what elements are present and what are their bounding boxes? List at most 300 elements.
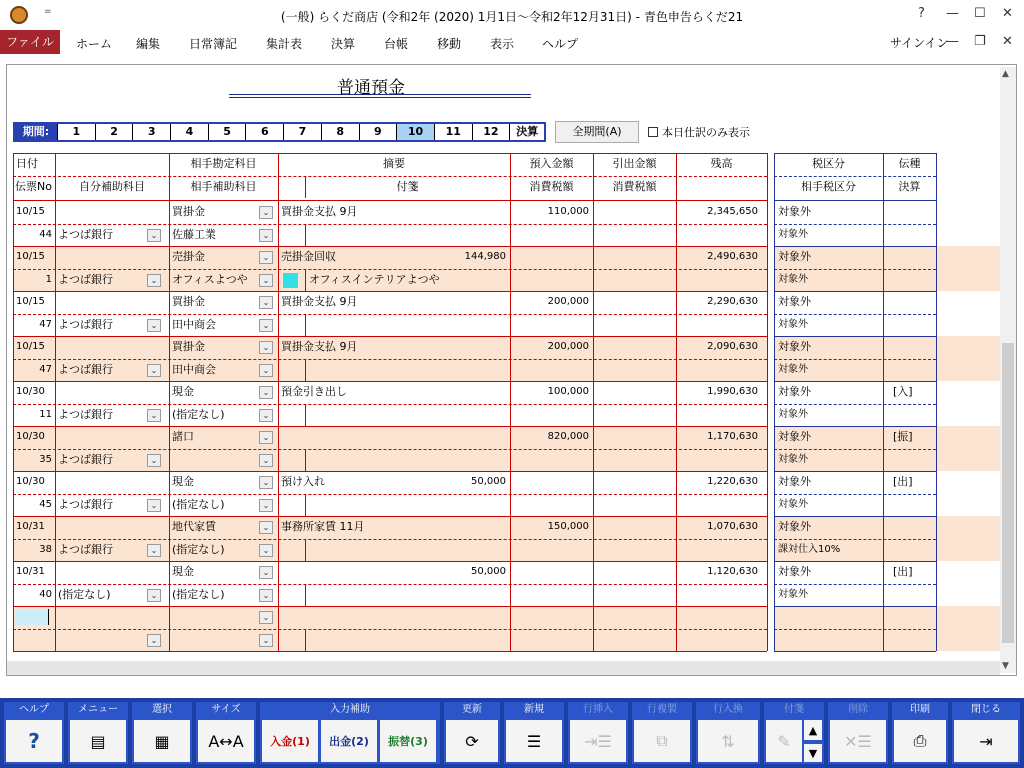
entry-withdraw (513, 471, 589, 494)
chevron-down-icon[interactable]: ⌄ (259, 634, 273, 647)
entry-counter-sub[interactable]: (指定なし) (172, 587, 225, 601)
swap-row-icon[interactable]: ⇅ (698, 720, 758, 762)
grid-line (13, 246, 767, 247)
entry-tax-class[interactable]: 対象外 (778, 295, 811, 308)
duplicate-row-button-label: 行複製 (647, 704, 677, 715)
period-6[interactable]: 6 (245, 124, 283, 140)
menu-button-label: メニュー (78, 704, 118, 715)
entry-memo[interactable]: 売掛金回収 (281, 250, 336, 263)
grid-line (774, 381, 936, 382)
grid-line (305, 584, 306, 607)
entry-counter-tax[interactable]: 対象外 (778, 363, 808, 375)
grid-line (676, 153, 677, 651)
grid-line (13, 291, 767, 292)
chevron-down-icon[interactable]: ⌄ (259, 611, 273, 624)
menu-daily-bookkeeping[interactable]: 日常簿記 (189, 37, 238, 51)
grid-line (774, 153, 936, 154)
grid-line (13, 539, 767, 540)
quick-access-menu-icon[interactable]: = (44, 7, 52, 17)
period-3[interactable]: 3 (132, 124, 170, 140)
chevron-down-icon[interactable]: ⌄ (259, 409, 273, 422)
period-決算[interactable]: 決算 (509, 124, 544, 140)
signin-link[interactable]: サインイン (890, 36, 949, 50)
grid-line (774, 494, 936, 495)
grid-line (13, 314, 767, 315)
grid-line (305, 224, 306, 247)
doc-restore-button[interactable]: ❐ (974, 34, 986, 49)
chevron-down-icon[interactable]: ⌄ (147, 454, 161, 467)
entry-counter-account[interactable]: 諸口 (172, 430, 194, 443)
grid-line (774, 651, 936, 652)
today-only-checkbox[interactable] (648, 127, 658, 137)
entry-slip-type (893, 291, 933, 314)
entry-withdraw: 150,000 (547, 521, 589, 532)
new-entry-icon[interactable]: ☰ (506, 720, 562, 762)
horizontal-scrollbar[interactable] (7, 661, 1000, 675)
entry-self-sub[interactable]: よつば銀行 (58, 407, 113, 421)
all-period-button[interactable]: 全期間(A) (555, 121, 639, 143)
entry-slip-no: 40 (39, 588, 52, 600)
entry-balance: 1,220,630 (707, 476, 758, 487)
entry-counter-account[interactable]: 買掛金 (172, 205, 205, 218)
chevron-down-icon[interactable]: ⌄ (259, 521, 273, 534)
entry-slip-no: 35 (39, 453, 52, 465)
entry-slip-type (893, 606, 933, 629)
scroll-up-icon[interactable]: ▲ (1002, 69, 1009, 79)
entry-date: 10/31 (16, 521, 45, 532)
menu-summary[interactable]: 集計表 (266, 37, 303, 51)
chevron-down-icon[interactable]: ⌄ (259, 364, 273, 377)
entry-date: 10/30 (16, 431, 45, 442)
entry-counter-sub[interactable]: 田中商会 (172, 317, 216, 331)
entry-tax-class[interactable]: 対象外 (778, 520, 811, 533)
entry-slip-type: [出] (893, 565, 913, 578)
entry-memo[interactable]: 預け入れ (281, 475, 325, 488)
entry-self-sub[interactable]: よつば銀行 (58, 227, 113, 241)
chevron-down-icon[interactable]: ⌄ (147, 364, 161, 377)
chevron-down-icon[interactable]: ⌄ (259, 431, 273, 444)
grid-line (169, 153, 170, 651)
period-8[interactable]: 8 (321, 124, 359, 140)
grid-line (774, 200, 936, 201)
entry-counter-sub[interactable]: (指定なし) (172, 497, 225, 511)
entry-balance: 1,070,630 (707, 521, 758, 532)
entry-counter-sub[interactable]: 田中商会 (172, 362, 216, 376)
entry-withdraw: 820,000 (547, 431, 589, 442)
chevron-down-icon[interactable]: ⌄ (259, 251, 273, 264)
hdr-counter-tax: 相手税区分 (801, 179, 856, 193)
vertical-scrollbar[interactable] (1000, 67, 1016, 673)
entry-slip-no: 45 (39, 498, 52, 510)
period-11[interactable]: 11 (434, 124, 472, 140)
delete-row-icon[interactable]: ✕☰ (830, 720, 886, 762)
grid-line (510, 153, 511, 651)
select-button[interactable] (132, 702, 192, 764)
help-icon[interactable]: ? (6, 720, 62, 762)
entry-tax-class[interactable]: 対象外 (778, 205, 811, 218)
entry-counter-tax[interactable]: 対象外 (778, 408, 808, 420)
chevron-down-icon[interactable]: ⌄ (147, 634, 161, 647)
grid-line (774, 606, 936, 607)
grid-line (13, 381, 767, 382)
size-button[interactable] (196, 702, 256, 764)
period-9[interactable]: 9 (359, 124, 397, 140)
menu-ledger[interactable]: 台帳 (384, 37, 409, 51)
chevron-down-icon[interactable]: ⌄ (259, 476, 273, 489)
grid-line (774, 584, 936, 585)
entry-memo[interactable]: 買掛金支払 9月 (281, 340, 358, 353)
entry-slip-type (893, 336, 933, 359)
fusen-button-label: 付箋 (784, 704, 804, 715)
entry-slip-no: 47 (39, 363, 52, 375)
refresh-icon[interactable]: ⟳ (446, 720, 498, 762)
scroll-up-arrow-icon[interactable]: ▲ (804, 720, 822, 740)
entry-deposit: 50,000 (471, 566, 506, 577)
grid-line (883, 153, 884, 651)
entry-counter-sub[interactable]: (指定なし) (172, 407, 225, 421)
size-button-label: サイズ (211, 704, 241, 715)
entry-slip-no: 1 (45, 273, 52, 285)
swap-row-button[interactable] (696, 702, 760, 764)
grid-line (13, 449, 767, 450)
help-button-label: ヘルプ (19, 704, 49, 715)
entry-balance: 1,120,630 (707, 566, 758, 577)
grid-line (936, 153, 937, 651)
entry-memo[interactable]: 買掛金支払 9月 (281, 295, 358, 308)
menu-home[interactable]: ホーム (76, 37, 113, 51)
grid-line (13, 153, 767, 154)
grid-line (774, 404, 936, 405)
page-title: 普通預金 (337, 78, 405, 98)
entry-self-sub[interactable]: よつば銀行 (58, 452, 113, 466)
close-window-button[interactable] (952, 702, 1020, 764)
hdr-tax-amt-wd: 消費税額 (612, 179, 657, 193)
refresh-button[interactable] (444, 702, 500, 764)
entry-counter-tax[interactable]: 対象外 (778, 228, 808, 240)
period-2[interactable]: 2 (95, 124, 133, 140)
entry-counter-account[interactable]: 売掛金 (172, 250, 205, 263)
grid-line (55, 153, 56, 651)
printer-icon[interactable]: ⎙ (894, 720, 946, 762)
close-button[interactable]: ✕ (1002, 6, 1013, 21)
period-4[interactable]: 4 (170, 124, 208, 140)
maximize-button[interactable]: ☐ (974, 6, 986, 21)
entry-date: 10/31 (16, 566, 45, 577)
entry-date: 10/15 (16, 251, 45, 262)
grid-line (767, 153, 768, 651)
duplicate-row-icon[interactable]: ⧉ (634, 720, 690, 762)
entry-counter-tax[interactable]: 対象外 (778, 498, 808, 510)
entry-deposit (430, 606, 506, 629)
entry-balance: 2,345,650 (707, 206, 758, 217)
new-entry-input[interactable] (15, 609, 49, 625)
entry-memo[interactable]: 買掛金支払 9月 (281, 205, 358, 218)
entry-deposit (430, 516, 506, 539)
entry-counter-account[interactable]: 現金 (172, 565, 194, 578)
entry-counter-tax[interactable] (778, 629, 882, 652)
entry-tax-class[interactable]: 対象外 (778, 475, 811, 488)
entry-withdraw: 100,000 (547, 386, 589, 397)
duplicate-row-button[interactable] (632, 702, 692, 764)
hdr-deposit: 預入金額 (529, 157, 574, 170)
grid-line (13, 224, 767, 225)
font-size-icon[interactable]: A↔A (198, 720, 254, 762)
entry-slip-type (893, 201, 933, 224)
entry-counter-sub[interactable] (172, 449, 256, 472)
new-button-label: 新規 (524, 704, 544, 715)
help-icon[interactable]: ? (918, 6, 925, 21)
chevron-down-icon[interactable]: ⌄ (147, 229, 161, 242)
entry-withdraw (513, 606, 589, 629)
grid-line (305, 269, 306, 292)
period-12[interactable]: 12 (472, 124, 510, 140)
grid-line (774, 539, 936, 540)
grid-line (13, 336, 767, 337)
entry-tax-class[interactable]: 対象外 (778, 250, 811, 263)
entry-counter-sub[interactable] (172, 629, 256, 652)
entry-deposit: 144,980 (464, 251, 506, 262)
hdr-blank (58, 153, 166, 176)
menu-help[interactable]: ヘルプ (542, 37, 579, 51)
entry-date: 10/30 (16, 476, 45, 487)
grid-line (774, 269, 936, 270)
close-window-button-label: 閉じる (971, 704, 1001, 715)
grid-line (305, 359, 306, 382)
entry-fusen[interactable]: オフィスインテリアよつや (309, 272, 440, 286)
entry-date: 10/15 (16, 296, 45, 307)
menu-file[interactable]: ファイル (0, 30, 60, 54)
entry-counter-account[interactable]: 買掛金 (172, 340, 205, 353)
entry-counter-account[interactable]: 地代家賃 (172, 520, 216, 533)
entry-slip-type: [出] (893, 475, 913, 488)
entry-slip-type: [振] (893, 430, 913, 443)
withdraw-assist-button[interactable]: 出金(2) (321, 720, 377, 762)
scroll-thumb[interactable] (1002, 343, 1014, 643)
new-button[interactable] (504, 702, 564, 764)
entry-withdraw (513, 561, 589, 584)
entry-self-sub[interactable] (58, 629, 150, 652)
hdr-blank2 (280, 176, 303, 199)
grid-line (774, 426, 936, 427)
grid-line (774, 224, 936, 225)
entry-self-sub[interactable]: (指定なし) (58, 587, 111, 601)
entry-self-sub[interactable]: よつば銀行 (58, 497, 113, 511)
entry-deposit (430, 381, 506, 404)
entry-tax-class[interactable]: 対象外 (778, 385, 811, 398)
delete-button[interactable] (828, 702, 888, 764)
entry-deposit (430, 426, 506, 449)
grid-line (13, 584, 767, 585)
grid-line (13, 606, 767, 607)
chevron-down-icon[interactable]: ⌄ (259, 341, 273, 354)
grid-line (774, 314, 936, 315)
hdr-date: 日付 (16, 157, 38, 170)
hdr-slip-type: 伝種 (898, 157, 921, 170)
select-icon[interactable]: ▦ (134, 720, 190, 762)
grid-line (305, 449, 306, 472)
entry-counter-sub[interactable]: オフィスよつや (172, 272, 248, 286)
entry-withdraw: 110,000 (547, 206, 589, 217)
delete-button-label: 削除 (848, 704, 868, 715)
hdr-counter-account: 相手勘定科目 (190, 157, 257, 170)
entry-tax-class[interactable] (778, 606, 878, 629)
entry-self-sub[interactable]: よつば銀行 (58, 272, 113, 286)
entry-slip-type: [入] (893, 385, 913, 398)
chevron-down-icon[interactable]: ⌄ (259, 229, 273, 242)
menu-view[interactable]: 表示 (490, 37, 515, 51)
grid-line (13, 516, 767, 517)
refresh-button-label: 更新 (462, 704, 482, 715)
chevron-down-icon[interactable]: ⌄ (147, 274, 161, 287)
hdr-balance: 残高 (710, 157, 733, 170)
hdr-memo: 摘要 (383, 157, 405, 170)
entry-counter-tax[interactable]: 対象外 (778, 588, 808, 600)
grid-line (13, 471, 767, 472)
entry-memo[interactable]: 事務所家賃 11月 (281, 520, 365, 533)
grid-line (774, 629, 936, 630)
close-door-icon[interactable]: ⇥ (954, 720, 1018, 762)
entry-balance: 1,990,630 (707, 386, 758, 397)
chevron-down-icon[interactable]: ⌄ (259, 566, 273, 579)
chevron-down-icon[interactable]: ⌄ (147, 409, 161, 422)
hdr-settle: 決算 (898, 179, 921, 193)
entry-slip-no: 47 (39, 318, 52, 330)
period-5[interactable]: 5 (208, 124, 246, 140)
hdr-self-sub: 自分補助科目 (79, 179, 145, 193)
bottom-toolbar (0, 698, 1024, 768)
chevron-down-icon[interactable]: ⌄ (259, 319, 273, 332)
entry-tax-class[interactable]: 対象外 (778, 430, 811, 443)
entry-counter-sub[interactable]: (指定なし) (172, 542, 225, 556)
menu-settlement[interactable]: 決算 (331, 37, 356, 51)
entry-slip-no (15, 629, 52, 652)
period-10[interactable]: 10 (396, 124, 434, 140)
period-1[interactable]: 1 (57, 124, 95, 140)
entry-counter-tax[interactable]: 対象外 (778, 453, 808, 465)
entry-self-sub[interactable]: よつば銀行 (58, 362, 113, 376)
deposit-assist-button[interactable]: 入金(1) (262, 720, 318, 762)
entry-balance: 2,090,630 (707, 341, 758, 352)
chevron-down-icon[interactable]: ⌄ (259, 296, 273, 309)
transfer-assist-button[interactable]: 振替(3) (380, 720, 436, 762)
doc-minimize-button[interactable]: — (946, 34, 959, 49)
insert-row-icon[interactable]: ⇥☰ (570, 720, 626, 762)
grid-line (774, 561, 936, 562)
entry-counter-tax[interactable]: 対象外 (778, 318, 808, 330)
entry-counter-account[interactable]: 買掛金 (172, 295, 205, 308)
input-assist-group-label: 入力補助 (330, 704, 370, 715)
grid-line (774, 153, 775, 651)
menu-bar (0, 30, 1024, 54)
entry-counter-sub[interactable]: 佐藤工業 (172, 227, 216, 241)
grid-line (774, 471, 936, 472)
chevron-down-icon[interactable]: ⌄ (259, 499, 273, 512)
today-only-label: 本日仕訳のみ表示 (662, 126, 750, 139)
grid-line (774, 516, 936, 517)
scroll-down-arrow-icon[interactable]: ▼ (804, 744, 822, 762)
entry-balance (672, 606, 758, 629)
entry-self-sub[interactable]: よつば銀行 (58, 542, 113, 556)
entry-counter-tax[interactable]: 課対仕入10% (778, 543, 841, 555)
entry-slip-no: 44 (39, 228, 52, 240)
menu-edit[interactable]: 編集 (136, 37, 161, 51)
minimize-button[interactable]: — (946, 6, 959, 21)
entry-slip-type (893, 516, 933, 539)
entry-self-sub[interactable]: よつば銀行 (58, 317, 113, 331)
input-assist-group (260, 702, 440, 764)
chevron-down-icon[interactable]: ⌄ (147, 589, 161, 602)
grid-line (278, 153, 279, 651)
grid-line (305, 404, 306, 427)
period-label: 期間: (15, 124, 57, 140)
scroll-down-icon[interactable]: ▼ (1002, 661, 1009, 671)
grid-line (13, 494, 767, 495)
grid-line (593, 153, 594, 651)
entry-date: 10/15 (16, 206, 45, 217)
chevron-down-icon[interactable]: ⌄ (259, 386, 273, 399)
entry-counter-tax[interactable]: 対象外 (778, 273, 808, 285)
grid-line (13, 629, 767, 630)
print-button[interactable] (892, 702, 948, 764)
entry-counter-account[interactable]: 現金 (172, 385, 194, 398)
doc-close-button[interactable]: ✕ (1002, 34, 1013, 49)
entry-deposit (430, 291, 506, 314)
title-bar (0, 0, 1024, 30)
menu-move[interactable]: 移動 (437, 37, 462, 51)
hdr-counter-sub: 相手補助科目 (190, 179, 257, 193)
chevron-down-icon[interactable]: ⌄ (147, 544, 161, 557)
entry-memo[interactable]: 預金引き出し (281, 385, 347, 398)
chevron-down-icon[interactable]: ⌄ (147, 499, 161, 512)
entry-tax-class[interactable]: 対象外 (778, 565, 811, 578)
entry-deposit: 50,000 (471, 476, 506, 487)
grid-line (774, 291, 936, 292)
entry-counter-account[interactable] (172, 606, 256, 629)
grid-line (13, 651, 767, 652)
print-button-label: 印刷 (910, 704, 930, 715)
period-7[interactable]: 7 (283, 124, 321, 140)
fusen-button[interactable] (764, 702, 824, 764)
entry-counter-account[interactable]: 現金 (172, 475, 194, 488)
chevron-down-icon[interactable]: ⌄ (259, 206, 273, 219)
help-button[interactable] (4, 702, 64, 764)
hdr-tax-class: 税区分 (812, 157, 845, 170)
title-underline (229, 94, 531, 98)
chevron-down-icon[interactable]: ⌄ (259, 589, 273, 602)
menu-button[interactable] (68, 702, 128, 764)
chevron-down-icon[interactable]: ⌄ (259, 454, 273, 467)
insert-row-button[interactable] (568, 702, 628, 764)
grid-line (305, 314, 306, 337)
entry-balance: 2,290,630 (707, 296, 758, 307)
entry-tax-class[interactable]: 対象外 (778, 340, 811, 353)
grid-line (13, 426, 767, 427)
entry-deposit (430, 336, 506, 359)
insert-row-button-label: 行挿入 (583, 704, 613, 715)
chevron-down-icon[interactable]: ⌄ (147, 319, 161, 332)
entry-balance: 1,170,630 (707, 431, 758, 442)
menu-icon[interactable]: ▤ (70, 720, 126, 762)
fusen-icon[interactable]: ✎ (766, 720, 802, 762)
grid-line (13, 359, 767, 360)
entry-deposit (430, 201, 506, 224)
hdr-withdraw: 引出金額 (612, 157, 657, 170)
hdr-fusen: 付箋 (396, 179, 419, 193)
chevron-down-icon[interactable]: ⌄ (259, 274, 273, 287)
grid-line (13, 269, 767, 270)
chevron-down-icon[interactable]: ⌄ (259, 544, 273, 557)
grid-line (13, 153, 14, 651)
